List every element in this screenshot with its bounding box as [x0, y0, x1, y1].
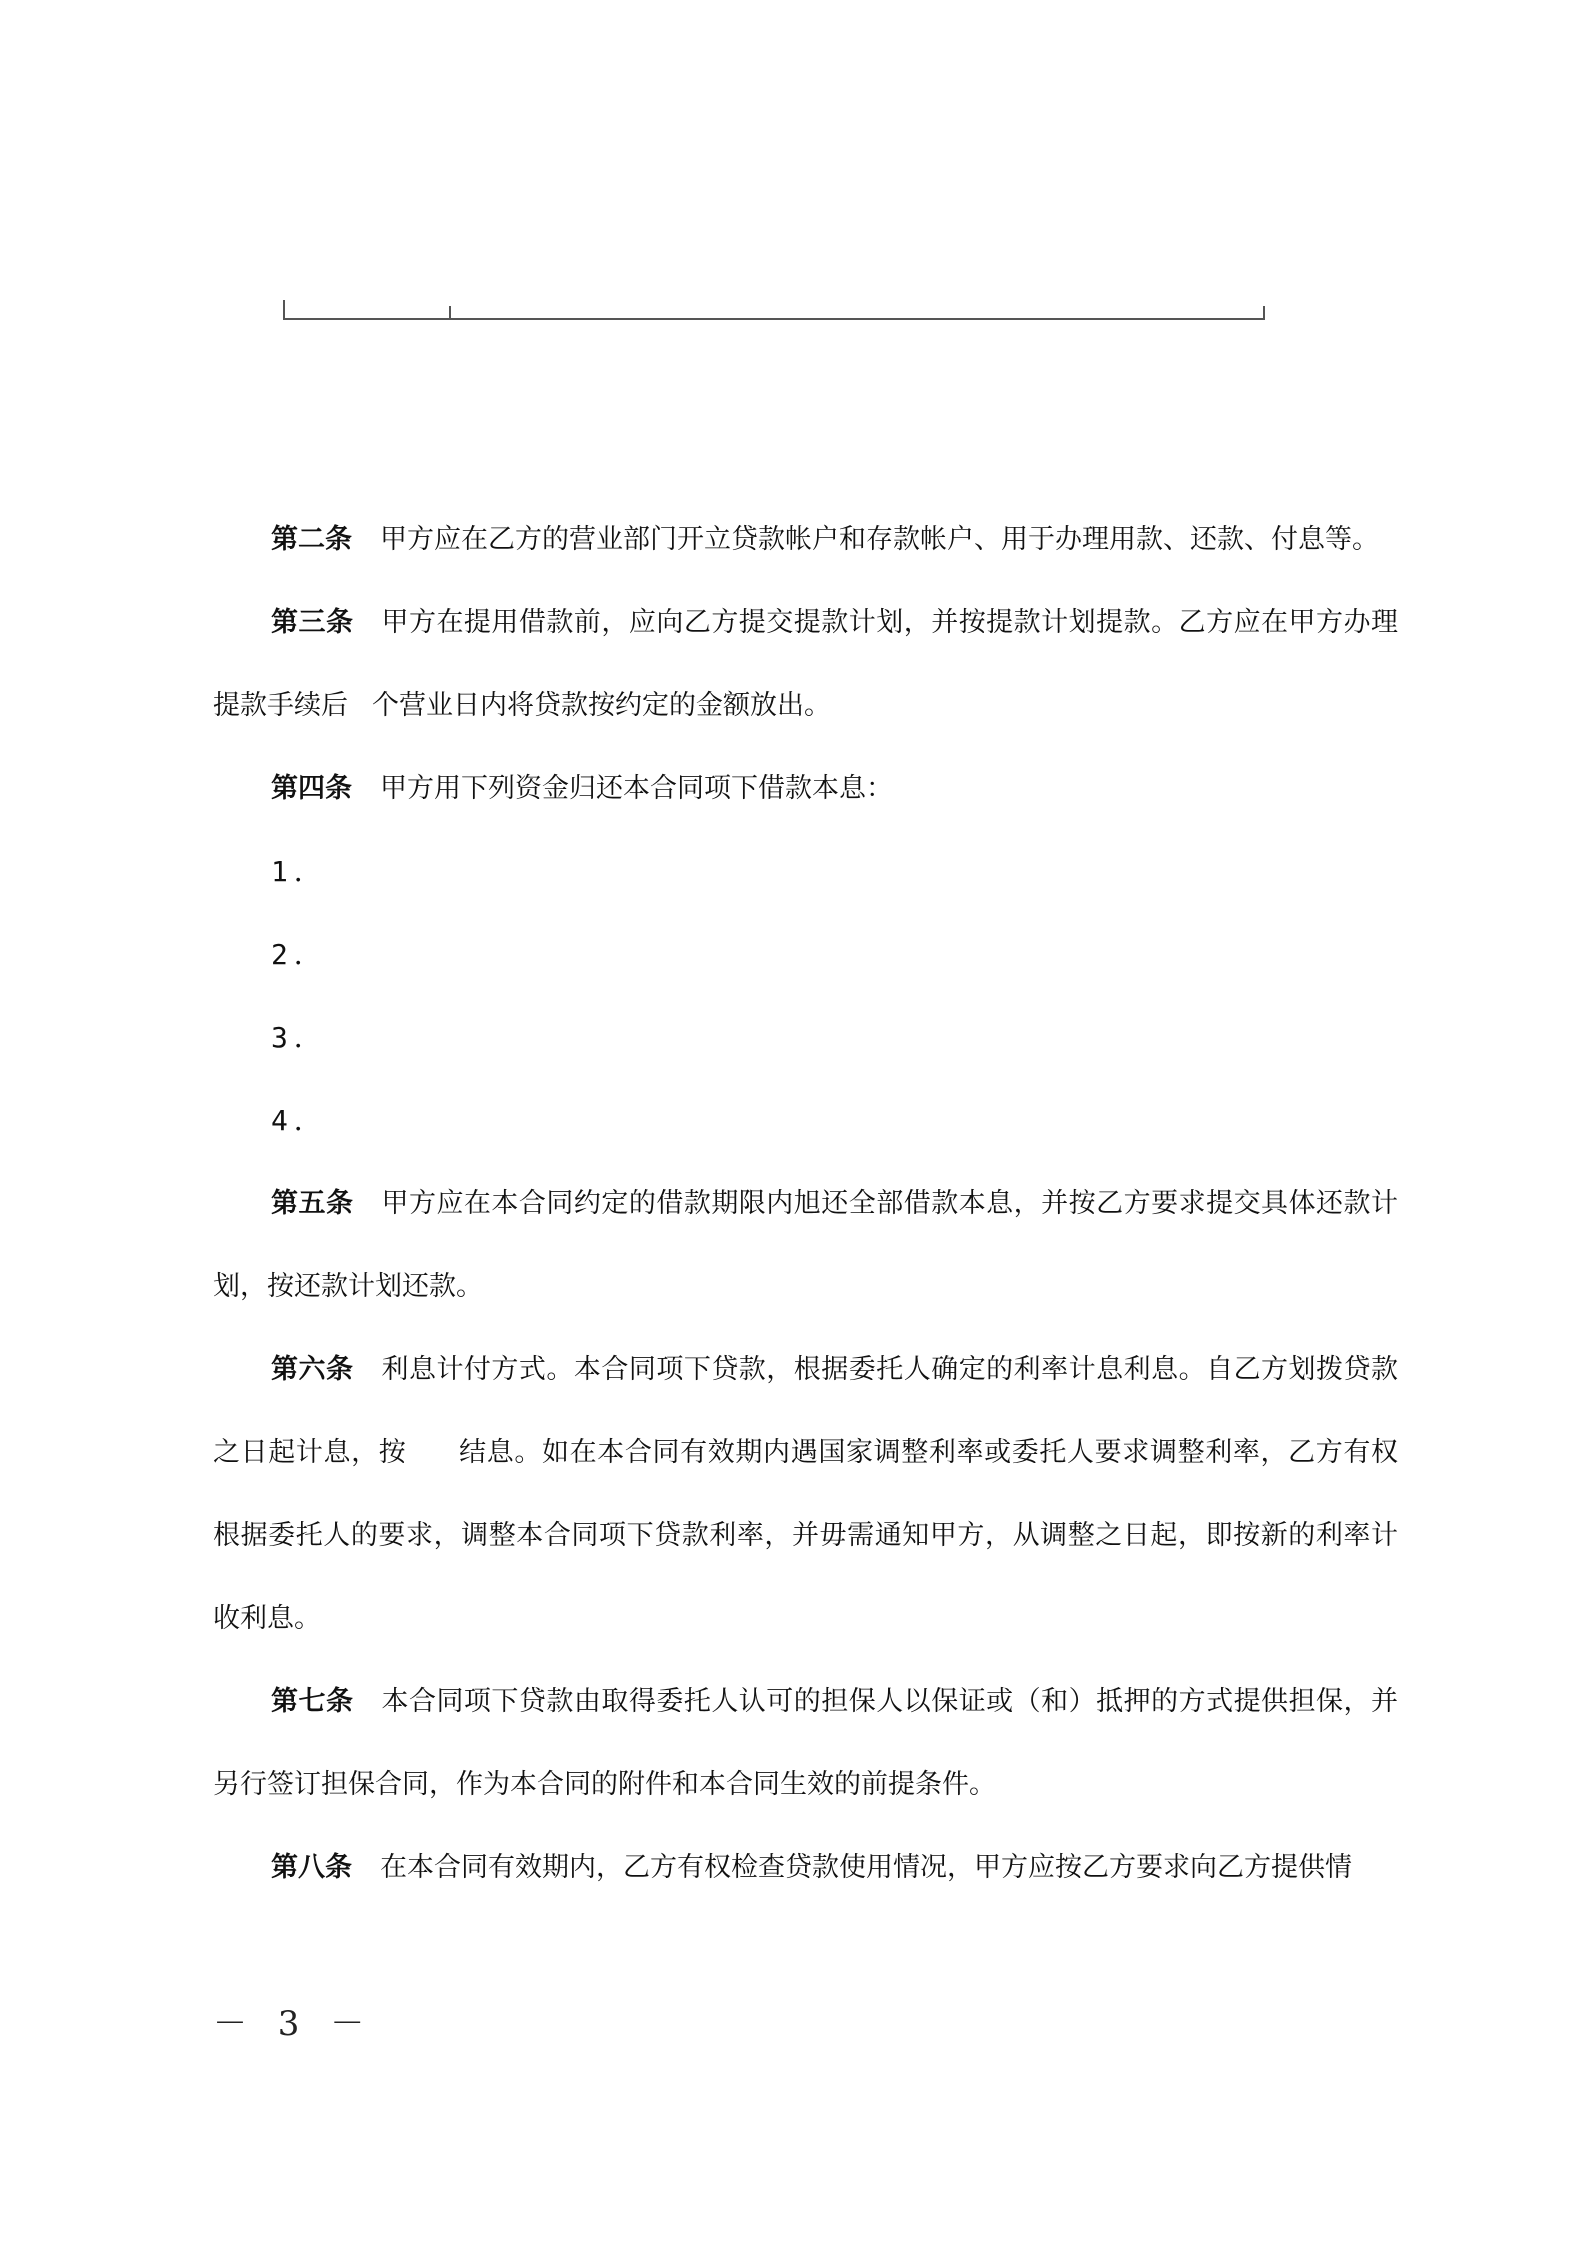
article-4	[213, 747, 1398, 830]
article-text: 甲方应在本合同约定的借款期限内旭还全部借款本息，并按乙方要求提交具体还款计划，按还款计划还款。	[213, 1188, 1399, 1302]
article-number: 第八条	[271, 1852, 352, 1883]
article-number: 第五条	[271, 1188, 354, 1219]
article-number: 第三条	[271, 607, 354, 638]
list-item: 3．	[271, 1021, 328, 1054]
list-item: 1．	[271, 855, 328, 888]
article-3	[213, 581, 1398, 747]
article-text: 甲方用下列资金归还本合同项下借款本息：	[380, 773, 893, 804]
article-number: 第六条	[271, 1354, 354, 1385]
article-text: 本合同项下贷款由取得委托人认可的担保人以保证或（和）抵押的方式提供担保，并另行签订担保合同，作为本合同的附件和本合同生效的前提条件。	[213, 1686, 1399, 1800]
article-6	[213, 1328, 1398, 1660]
article-text: 个营业日内将贷款按约定的金额放出。	[372, 690, 831, 721]
article-7	[213, 1660, 1398, 1826]
article-text: 利息计付方式。本合同项下贷款，根据委托人确定的利率计息利息。自乙方划拨贷款之日起计息，按	[213, 1354, 1399, 1468]
list-item: 2．	[271, 938, 328, 971]
article-text: 甲方在提用借款前，应向乙方提交提款计划，并按提款计划提款。乙方应在甲方办理提款手续后	[213, 607, 1399, 721]
article-text: 甲方应在乙方的营业部门开立贷款帐户和存款帐户、用于办理用款、还款、付息等。	[380, 524, 1379, 555]
article-number: 第二条	[271, 524, 352, 555]
table-left-tick	[283, 300, 285, 320]
article-5	[213, 1162, 1398, 1328]
article-text: 结息。如在本合同有效期内遇国家调整利率或委托人要求调整利率，乙方有权根据委托人的要求，调整本合同项下贷款利率，并毋需通知甲方，从调整之日起，即按新的利率计收利息。	[213, 1437, 1399, 1634]
article-2	[213, 498, 1398, 581]
list-item: 4．	[271, 1104, 328, 1137]
table-bottom-border	[283, 300, 1265, 322]
article-number: 第七条	[271, 1686, 354, 1717]
contract-body	[213, 498, 1398, 1909]
article-text: 在本合同有效期内，乙方有权检查贷款使用情况，甲方应按乙方要求向乙方提供情	[380, 1852, 1352, 1883]
page-number: － 3 －	[213, 2004, 375, 2044]
article-8	[213, 1826, 1398, 1909]
article-number: 第四条	[271, 773, 352, 804]
table-bottom-line	[283, 318, 1265, 320]
